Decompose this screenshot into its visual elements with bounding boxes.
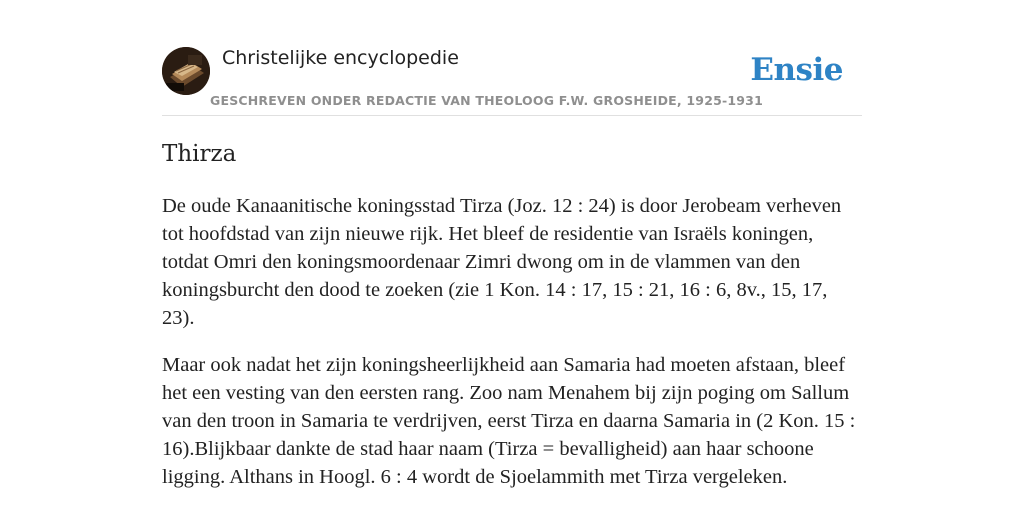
- brand-logo[interactable]: Ensie: [750, 52, 843, 88]
- article-title: Thirza: [162, 141, 237, 167]
- article-body: [162, 192, 862, 510]
- header-divider: [162, 115, 862, 116]
- publication-header: [162, 46, 862, 116]
- article-paragraph: Maar ook nadat het zijn koningsheerlijkheid aan Samaria had moeten afstaan, bleef het een vesting van den eersten rang. Zoo nam Menahem bij zijn poging om Sallum van den troon in Samaria te verdrijven, eerst Tirza en daarna Samaria in (2 Kon. 15 : 16).Blijkbaar dankte de stad haar naam (Tirza = bevalligheid) aan haar schoone ligging. Althans in Hoogl. 6 : 4 wordt de Sjoelammith met Tirza vergeleken.: [162, 354, 856, 488]
- publication-title[interactable]: Christelijke encyclopedie: [222, 47, 459, 69]
- book-avatar-icon[interactable]: [162, 47, 210, 95]
- article-paragraph: De oude Kanaanitische koningsstad Tirza (Joz. 12 : 24) is door Jerobeam verheven tot hoofdstad van zijn nieuwe rijk. Het bleef de residentie van Israëls koningen, totdat Omri den koningsmoordenaar Zimri dwong om in de vlammen van den koningsburcht den dood te zoeken (zie 1 Kon. 14 : 17, 15 : 21, 16 : 6, 8v., 15, 17, 23).: [162, 195, 842, 329]
- publication-subtitle: GESCHREVEN ONDER REDACTIE VAN THEOLOOG F.W. GROSHEIDE, 1925-1931: [210, 93, 763, 108]
